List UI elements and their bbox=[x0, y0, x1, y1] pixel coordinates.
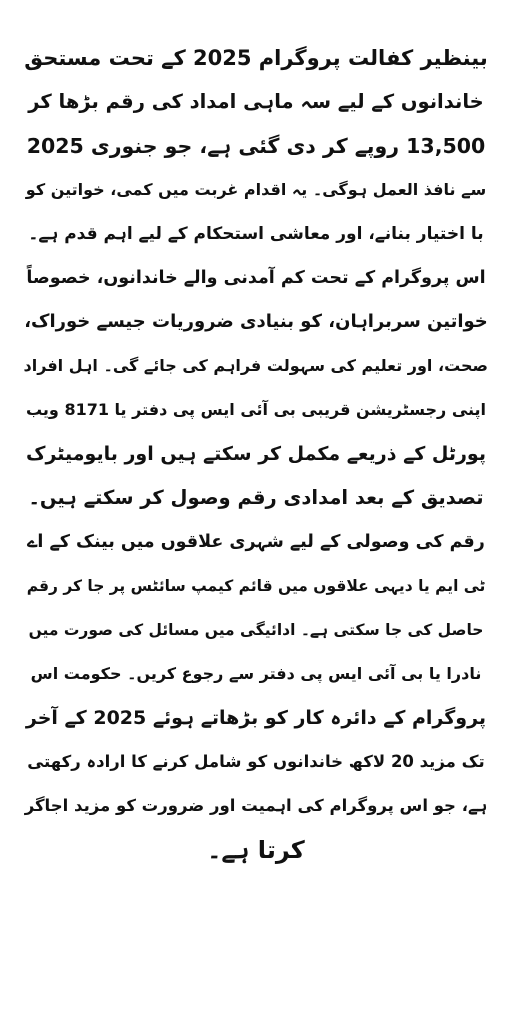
article-line-10: پورٹل کے ذریعے مکمل کر سکتے ہیں اور بایومیٹرک bbox=[26, 443, 486, 465]
article-line-7: خواتین سربراہان، کو بنیادی ضروریات جیسے خوراک، bbox=[24, 311, 488, 332]
article-line-6: اس پروگرام کے تحت کم آمدنی والے خاندانوں، خصوصاً bbox=[26, 268, 486, 288]
article-line-2: خاندانوں کے لیے سہ ماہی امداد کی رقم بڑھا کر bbox=[28, 90, 484, 113]
article-line-18: ہے، جو اس پروگرام کی اہمیت اور ضرورت کو مزید اجاگر bbox=[24, 796, 488, 815]
article-line-14: حاصل کی جا سکتی ہے۔ ادائیگی میں مسائل کی صورت میں bbox=[28, 621, 484, 639]
article-line-19: کرتا ہے۔ bbox=[207, 836, 305, 864]
article-line-5: با اختیار بنانے، اور معاشی استحکام کے لیے اہم قدم ہے۔ bbox=[28, 224, 484, 244]
article-line-17: تک مزید 20 لاکھ خاندانوں کو شامل کرنے کا ارادہ رکھتی bbox=[27, 752, 485, 771]
article-line-9: اپنی رجسٹریشن قریبی بی آئی ایس پی دفتر یا 8171 ویب bbox=[25, 400, 487, 419]
article-line-16: پروگرام کے دائرہ کار کو بڑھاتے ہوئے 2025 کے آخر bbox=[25, 707, 487, 729]
article-line-15: نادرا یا بی آئی ایس پی دفتر سے رجوع کریں۔ حکومت اس bbox=[30, 664, 482, 683]
article-line-1: بینظیر کفالت پروگرام 2025 کے تحت مستحق bbox=[24, 46, 488, 70]
article-line-11: تصدیق کے بعد امدادی رقم وصول کر سکتے ہیں۔ bbox=[28, 486, 484, 509]
article-line-4: سے نافذ العمل ہوگی۔ یہ اقدام غربت میں کمی، خواتین کو bbox=[25, 180, 487, 199]
article-line-13: ٹی ایم یا دیہی علاقوں میں قائم کیمپ سائٹس پر جا کر رقم bbox=[26, 577, 486, 595]
article-line-8: صحت، اور تعلیم کی سہولت فراہم کی جائے گی۔ اہل افراد bbox=[24, 356, 488, 375]
article-line-12: رقم کی وصولی کے لیے شہری علاقوں میں بینک کے اے bbox=[27, 532, 485, 552]
article-body bbox=[24, 36, 488, 872]
article-line-3: 13,500 روپے کر دی گئی ہے، جو جنوری 2025 bbox=[26, 134, 486, 158]
